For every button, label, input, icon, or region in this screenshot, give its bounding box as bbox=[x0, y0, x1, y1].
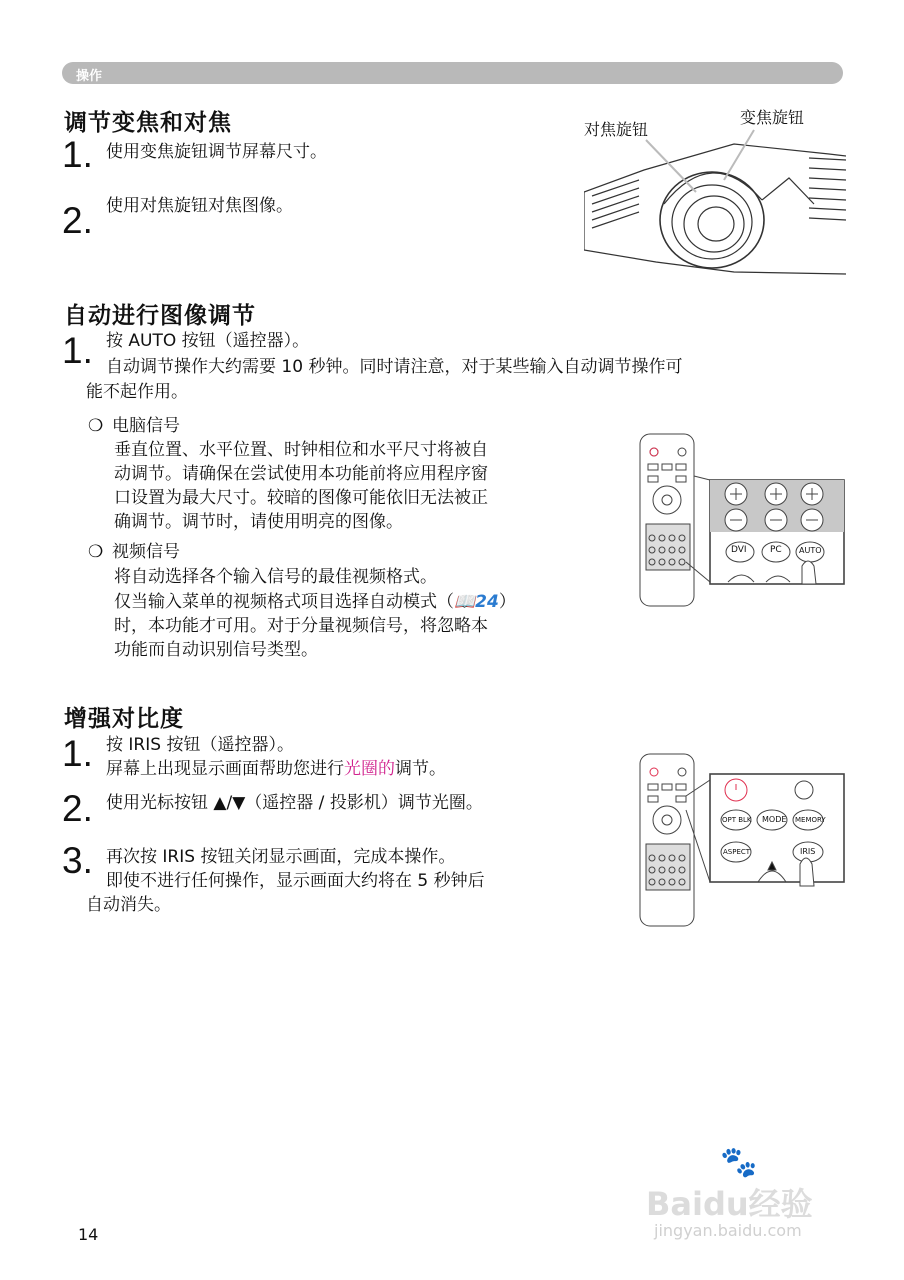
page-ref-number: 24 bbox=[475, 592, 499, 612]
pc-signal-text: 垂直位置、水平位置、时钟相位和水平尺寸将被自 bbox=[114, 440, 488, 460]
circle-bullet-icon: ❍ bbox=[88, 542, 104, 562]
watermark-url: jingyan.baidu.com bbox=[654, 1221, 802, 1240]
step-number: 1. bbox=[62, 733, 93, 774]
step-text: 再次按 IRIS 按钮关闭显示画面，完成本操作。 bbox=[106, 847, 456, 867]
mode-button-label: MODE bbox=[762, 815, 787, 824]
circle-bullet-icon: ❍ bbox=[88, 416, 104, 436]
remote-auto-figure bbox=[638, 432, 848, 608]
baidu-watermark bbox=[640, 1145, 840, 1245]
pc-signal-text: 动调节。请确保在尝试使用本功能前将应用程序窗 bbox=[114, 464, 488, 484]
step-text: 按 AUTO 按钮（遥控器）。 bbox=[106, 331, 310, 351]
iris-button-label: IRIS bbox=[800, 847, 816, 856]
step-text: 使用变焦旋钮调节屏幕尺寸。 bbox=[106, 142, 327, 162]
section-header-bar bbox=[62, 62, 843, 84]
auto-button-label: AUTO bbox=[799, 546, 822, 555]
video-signal-text: 将自动选择各个输入信号的最佳视频格式。 bbox=[114, 567, 437, 587]
pc-signal-text: 确调节。调节时，请使用明亮的图像。 bbox=[114, 512, 403, 532]
step-number: 2. bbox=[62, 788, 93, 829]
zoom-ring-label: 变焦旋钮 bbox=[740, 108, 805, 127]
paw-logo-icon: 🐾 bbox=[720, 1145, 758, 1180]
page-ref-icon: 📖 bbox=[454, 592, 476, 612]
heading-auto-adjust: 自动进行图像调节 bbox=[64, 303, 256, 329]
heading-zoom-focus: 调节变焦和对焦 bbox=[64, 110, 232, 136]
projector-lens-figure bbox=[584, 104, 846, 276]
step-number: 2. bbox=[62, 200, 93, 241]
video-signal-text: 功能而自动识别信号类型。 bbox=[114, 640, 318, 660]
aspect-button-label: ASPECT bbox=[723, 848, 751, 856]
pc-button-label: PC bbox=[770, 545, 782, 555]
heading-contrast: 增强对比度 bbox=[64, 706, 184, 732]
step-text: 即使不进行任何操作，显示画面大约将在 5 秒钟后 bbox=[106, 871, 485, 891]
watermark-brand: Baidu经验 bbox=[646, 1185, 813, 1223]
step-text: 自动消失。 bbox=[86, 895, 171, 915]
page-number: 14 bbox=[78, 1225, 99, 1244]
video-signal-label: 视频信号 bbox=[112, 542, 180, 562]
remote-iris-figure bbox=[638, 752, 848, 928]
step-number: 1. bbox=[62, 330, 93, 371]
step-number: 3. bbox=[62, 840, 93, 881]
pc-signal-text: 口设置为最大尺寸。较暗的图像可能依旧无法被正 bbox=[114, 488, 488, 508]
section-header-label: 操作 bbox=[76, 69, 103, 84]
step-number: 1. bbox=[62, 134, 93, 175]
opt-blk-button-label: OPT BLK bbox=[722, 816, 752, 824]
focus-ring-label: 对焦旋钮 bbox=[584, 120, 649, 139]
step-text: 使用对焦旋钮对焦图像。 bbox=[106, 196, 293, 216]
step-text: 屏幕上出现显示画面帮助您进行光圈的调节。 bbox=[106, 759, 446, 779]
video-signal-text: 仅当输入菜单的视频格式项目选择自动模式（📖24） bbox=[114, 592, 516, 612]
memory-button-label: MEMORY bbox=[795, 816, 826, 824]
pc-signal-label: 电脑信号 bbox=[112, 416, 180, 436]
dvi-button-label: DVI bbox=[731, 545, 747, 555]
step-text: 按 IRIS 按钮（遥控器）。 bbox=[106, 735, 294, 755]
iris-link: 光圈的 bbox=[344, 759, 395, 779]
step-text: 使用光标按钮 ▲/▼（遥控器 / 投影机）调节光圈。 bbox=[106, 793, 483, 813]
video-signal-text: 时，本功能才可用。对于分量视频信号，将忽略本 bbox=[114, 616, 488, 636]
step-text: 自动调节操作大约需要 10 秒钟。同时请注意，对于某些输入自动调节操作可 bbox=[106, 357, 683, 377]
step-text: 能不起作用。 bbox=[86, 382, 188, 402]
